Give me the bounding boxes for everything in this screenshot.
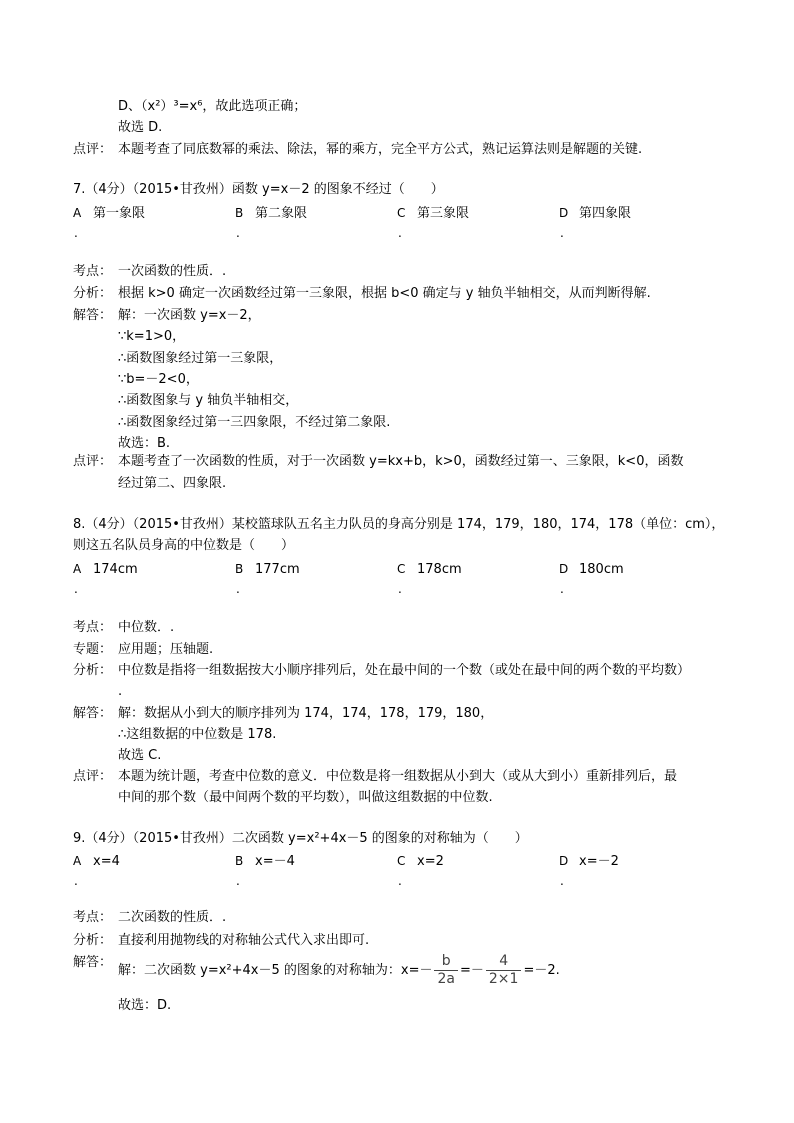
fenxi-label: 分析：: [73, 286, 113, 301]
option-dot: .: [236, 226, 240, 240]
option-dot: .: [74, 226, 78, 240]
option-c: [397, 853, 444, 870]
result: =－2.: [523, 963, 560, 978]
question-9-stem: 9.（4分）（2015•甘孜州）二次函数 y=x²+4x－5 的图象的对称轴为（ ）: [73, 831, 528, 846]
zhuanti-text: 应用题；压轴题.: [118, 642, 214, 657]
option-key: A: [73, 854, 82, 868]
zhuanti-label: 专题：: [73, 642, 113, 657]
denominator: 2a: [437, 971, 455, 987]
option-b: [235, 561, 300, 578]
numerator: b: [434, 953, 458, 971]
jieda-line: ∴函数图象与 y 轴负半轴相交，: [118, 393, 299, 408]
option-key: A: [73, 562, 82, 576]
option-dot: .: [560, 582, 564, 596]
option-text: 174cm: [93, 562, 138, 577]
jieda-line: ∴这组数据的中位数是 178.: [118, 727, 277, 742]
option-dot: .: [74, 874, 78, 888]
option-text: x=4: [93, 854, 120, 869]
jieda-line: ∵b=－2<0，: [118, 372, 199, 387]
dianping-line: 中间的那个数（最中间两个数的平均数），叫做这组数据的中位数.: [118, 790, 493, 805]
jieda-line: 故选 C.: [118, 748, 162, 763]
numerator: 4: [486, 953, 522, 971]
option-d: [559, 853, 619, 870]
option-text: 第三象限: [417, 206, 470, 221]
kaodian-label: 考点：: [73, 264, 113, 279]
dianping-label: 点评：: [73, 769, 113, 784]
option-b: [235, 853, 295, 870]
option-a: [73, 561, 138, 578]
kaodian-label: 考点：: [73, 910, 113, 925]
jieda-line: ∴函数图象经过第一三象限，: [118, 351, 283, 366]
option-c: [397, 561, 462, 578]
jieda-line: 解：一次函数 y=x－2，: [118, 308, 261, 323]
option-key: D: [559, 206, 569, 220]
option-key: B: [235, 206, 244, 220]
question-8-stem: 8.（4分）（2015•甘孜州）某校篮球队五名主力队员的身高分别是 174，179，180，174，178（单位：cm），: [73, 517, 725, 532]
option-key: C: [397, 562, 406, 576]
option-a: [73, 853, 120, 870]
option-text: x=－4: [255, 854, 295, 869]
question-8-stem: 则这五名队员身高的中位数是（ ）: [73, 538, 295, 553]
jieda-line: ∵k=1>0，: [118, 329, 186, 344]
option-dot: .: [236, 582, 240, 596]
option-dot: .: [398, 582, 402, 596]
jieda-formula-line: [118, 952, 560, 990]
option-text: 第二象限: [255, 206, 308, 221]
option-d: [559, 205, 631, 222]
jieda-label: 解答：: [73, 955, 113, 970]
option-b: [235, 205, 307, 222]
option-dot: .: [560, 226, 564, 240]
option-key: A: [73, 206, 82, 220]
comment-text: 本题考查了同底数幂的乘法、除法，幂的乘方，完全平方公式，熟记运算法则是解题的关键.: [118, 142, 643, 157]
option-text: 第四象限: [579, 206, 632, 221]
fraction-b-over-2a: [434, 953, 458, 988]
answer-line: 故选 D.: [118, 120, 163, 135]
jieda-label: 解答：: [73, 706, 113, 721]
option-text: x=－2: [579, 854, 619, 869]
equals-minus: =－: [459, 963, 484, 978]
option-d: [559, 561, 624, 578]
fenxi-label: 分析：: [73, 663, 113, 678]
option-text: 180cm: [579, 562, 624, 577]
option-dot: .: [74, 582, 78, 596]
option-text: 178cm: [417, 562, 462, 577]
option-dot: .: [236, 874, 240, 888]
solution-line: D、（x²）³=x⁶，故此选项正确；: [118, 99, 307, 114]
kaodian-text: 二次函数的性质．.: [118, 910, 227, 925]
question-7-stem: 7.（4分）（2015•甘孜州）函数 y=x－2 的图象不经过（ ）: [73, 182, 444, 197]
jieda-line: 解：数据从小到大的顺序排列为 174，174，178，179，180，: [118, 706, 494, 721]
kaodian-label: 考点：: [73, 620, 113, 635]
dianping-line: 本题考查了一次函数的性质，对于一次函数 y=kx+b，k>0，函数经过第一、三象限，k<0，函数: [118, 454, 684, 469]
kaodian-text: 中位数．.: [118, 620, 175, 635]
fenxi-label: 分析：: [73, 933, 113, 948]
dianping-line: 本题为统计题，考查中位数的意义．中位数是将一组数据从小到大（或从大到小）重新排列后，最: [118, 769, 678, 784]
fenxi-text: 根据 k>0 确定一次函数经过第一三象限，根据 b<0 确定与 y 轴负半轴相交，从而判断得解.: [118, 286, 651, 301]
option-text: 第一象限: [93, 206, 146, 221]
denominator: 2×1: [488, 971, 519, 987]
option-dot: .: [560, 874, 564, 888]
fraction-4-over-2x1: [486, 953, 522, 988]
option-key: B: [235, 854, 244, 868]
option-key: D: [559, 562, 569, 576]
dianping-line: 经过第二、四象限.: [118, 476, 227, 491]
kaodian-text: 一次函数的性质．.: [118, 264, 227, 279]
option-key: D: [559, 854, 569, 868]
jieda-line: 故选：B.: [118, 436, 171, 451]
answer-line: 故选：D.: [118, 998, 172, 1013]
dianping-label: 点评：: [73, 454, 113, 469]
option-text: 177cm: [255, 562, 300, 577]
jieda-prefix: 解：二次函数 y=x²+4x－5 的图象的对称轴为：x=－: [118, 963, 433, 978]
fenxi-text: 中位数是指将一组数据按大小顺序排列后，处在最中间的一个数（或处在最中间的两个数的平均数）: [118, 663, 691, 678]
option-key: C: [397, 854, 406, 868]
jieda-label: 解答：: [73, 308, 113, 323]
jieda-line: ∴函数图象经过第一三四象限，不经过第二象限.: [118, 415, 391, 430]
comment-label: 点评：: [73, 142, 113, 157]
option-key: B: [235, 562, 244, 576]
fenxi-text: .: [118, 684, 123, 699]
option-c: [397, 205, 469, 222]
option-a: [73, 205, 145, 222]
option-key: C: [397, 206, 406, 220]
option-dot: .: [398, 874, 402, 888]
fenxi-text: 直接利用抛物线的对称轴公式代入求出即可.: [118, 933, 370, 948]
option-dot: .: [398, 226, 402, 240]
option-text: x=2: [417, 854, 444, 869]
